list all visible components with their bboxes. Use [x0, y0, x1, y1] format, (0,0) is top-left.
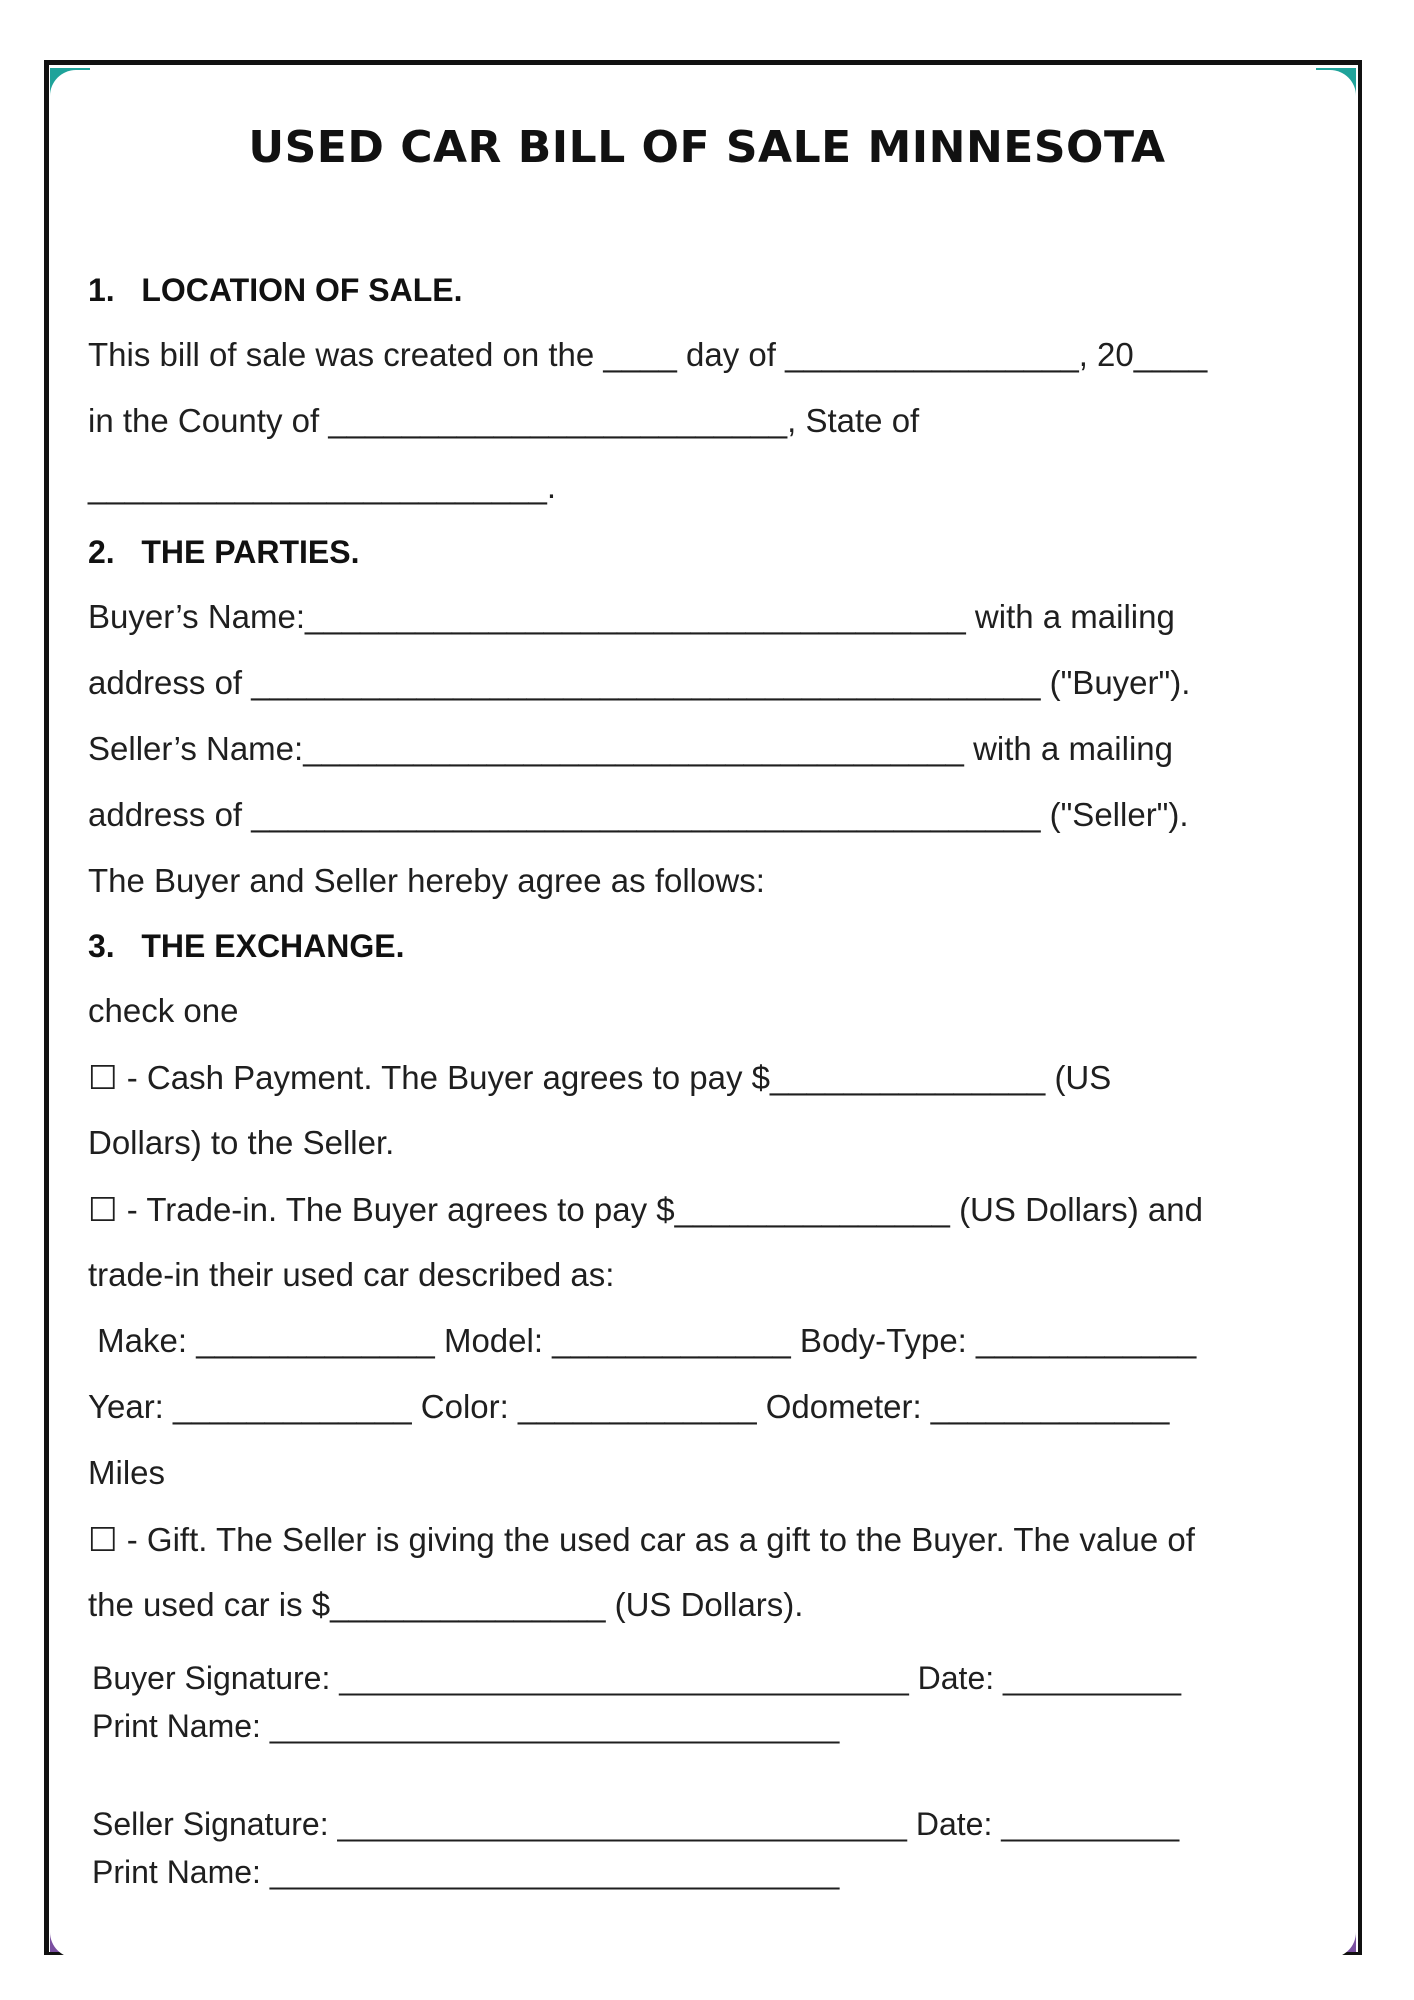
location-line-2: in the County of _________________________, State of	[88, 402, 920, 439]
agreement-statement: The Buyer and Seller hereby agree as follows:	[88, 862, 765, 899]
vehicle-year-color-line: Year: _____________ Color: _____________ Odometer: _____________	[88, 1388, 1170, 1425]
buyer-print-name-line: Print Name: ________________________________	[92, 1708, 840, 1744]
location-line-1: This bill of sale was created on the ____ day of ________________, 20____	[88, 336, 1208, 373]
section-heading-location: 1. LOCATION OF SALE.	[88, 272, 463, 308]
seller-print-name-line: Print Name: ________________________________	[92, 1854, 840, 1890]
buyer-name-line: Buyer’s Name:____________________________________ with a mailing	[88, 598, 1175, 635]
cash-payment-option: ☐ - Cash Payment. The Buyer agrees to pay $_______________ (US	[88, 1059, 1112, 1096]
gift-option-cont: the used car is $_______________ (US Dollars).	[88, 1586, 804, 1623]
section-heading-exchange: 3. THE EXCHANGE.	[88, 928, 405, 964]
cash-payment-option-cont: Dollars) to the Seller.	[88, 1124, 395, 1161]
check-one-label: check one	[88, 992, 239, 1029]
trade-in-option: ☐ - Trade-in. The Buyer agrees to pay $_______________ (US Dollars) and	[88, 1191, 1203, 1228]
vehicle-make-model-line: Make: _____________ Model: _____________ Body-Type: ____________	[88, 1322, 1197, 1359]
seller-signature-line: Seller Signature: ________________________________ Date: __________	[92, 1806, 1180, 1842]
trade-in-option-cont: trade-in their used car described as:	[88, 1256, 615, 1293]
seller-address-line: address of ___________________________________________ ("Seller").	[88, 796, 1189, 833]
seller-name-line: Seller’s Name:____________________________________ with a mailing	[88, 730, 1173, 767]
location-line-3: _________________________.	[88, 468, 556, 505]
buyer-signature-line: Buyer Signature: ________________________________ Date: __________	[92, 1660, 1181, 1696]
miles-label: Miles	[88, 1454, 166, 1491]
buyer-address-line: address of ___________________________________________ ("Buyer").	[88, 664, 1191, 701]
document-title: USED CAR BILL OF SALE MINNESOTA	[248, 122, 1166, 173]
gift-option: ☐ - Gift. The Seller is giving the used car as a gift to the Buyer. The value of	[88, 1521, 1195, 1558]
section-heading-parties: 2. THE PARTIES.	[88, 534, 360, 570]
